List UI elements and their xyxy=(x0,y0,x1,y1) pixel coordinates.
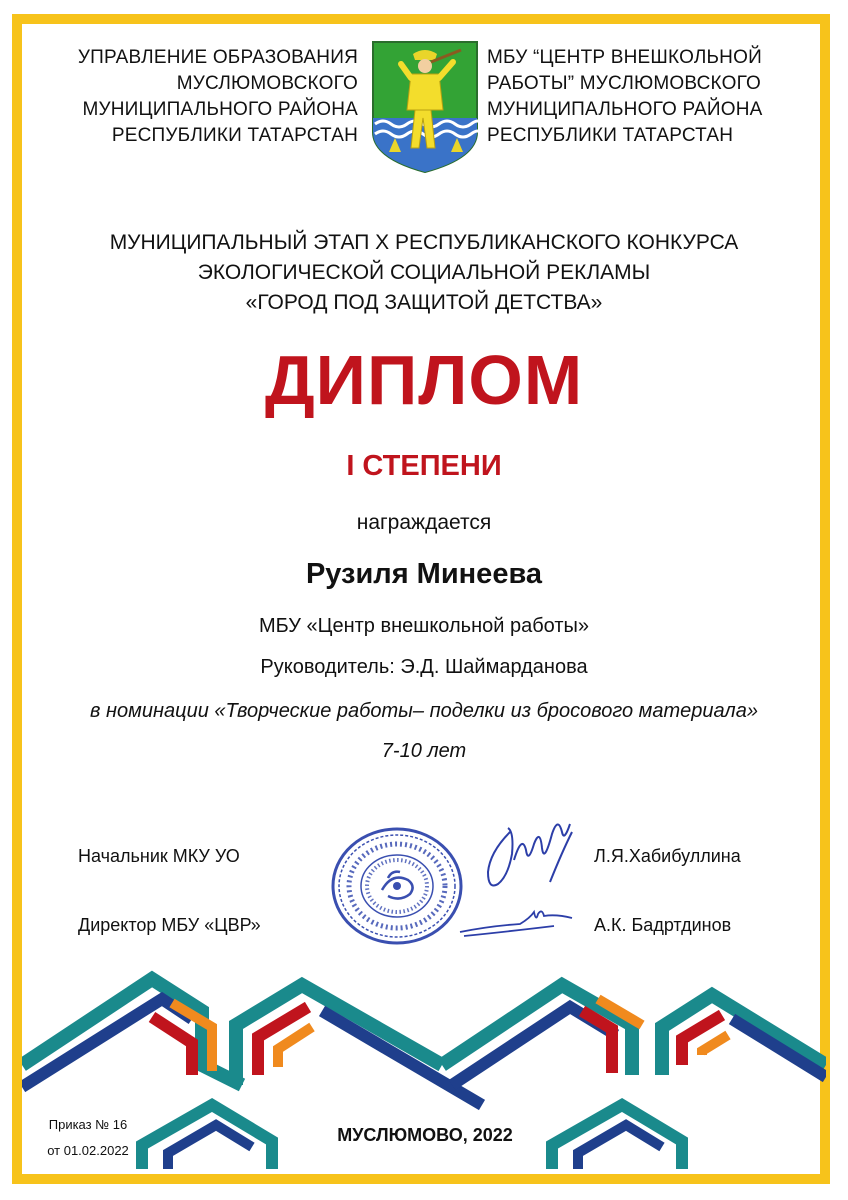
event-title xyxy=(0,228,848,318)
degree-heading: I СТЕПЕНИ xyxy=(346,450,502,482)
organization-name: МБУ «Центр внешкольной работы» xyxy=(258,615,590,637)
diploma-heading: ДИПЛОМ xyxy=(264,341,584,419)
second-signatory-name: А.К. Бадртдинов xyxy=(594,915,732,935)
official-stamp-seal xyxy=(330,826,464,946)
second-signature xyxy=(456,908,576,940)
event-title-line: ЭКОЛОГИЧЕСКОЙ СОЦИАЛЬНОЙ РЕКЛАМЫ xyxy=(197,261,651,284)
header-left-line: УПРАВЛЕНИЕ ОБРАЗОВАНИЯ xyxy=(77,47,358,68)
first-signature xyxy=(480,822,590,898)
footer-city-year: МУСЛЮМОВО, 2022 xyxy=(337,1125,513,1145)
event-title-line: МУНИЦИПАЛЬНЫЙ ЭТАП X РЕСПУБЛИКАНСКОГО КОНКУРСА xyxy=(109,231,739,254)
header-left-line: РЕСПУБЛИКИ ТАТАРСТАН xyxy=(111,125,358,146)
order-date: от 01.02.2022 xyxy=(47,1143,129,1158)
awarded-text: награждается xyxy=(356,511,492,534)
header-right-line: МБУ “ЦЕНТР ВНЕШКОЛЬНОЙ xyxy=(487,47,762,68)
event-title-line: «ГОРОД ПОД ЗАЩИТОЙ ДЕТСТВА» xyxy=(245,291,603,314)
first-signatory-name: Л.Я.Хабибуллина xyxy=(594,846,741,866)
header-left-line: МУСЛЮМОВСКОГО xyxy=(176,73,358,94)
header-left-line: МУНИЦИПАЛЬНОГО РАЙОНА xyxy=(82,99,358,120)
second-signatory-title: Директор МБУ «ЦВР» xyxy=(78,915,261,935)
recipient-name: Рузиля Минеева xyxy=(305,558,543,590)
header-right-line: РЕСПУБЛИКИ ТАТАРСТАН xyxy=(487,125,734,146)
age-group: 7-10 лет xyxy=(381,740,467,762)
leader-name: Руководитель: Э.Д. Шаймарданова xyxy=(260,656,588,678)
coat-of-arms-emblem xyxy=(371,40,479,174)
header-right-line: РАБОТЫ” МУСЛЮМОВСКОГО xyxy=(487,73,761,94)
header-left-organization xyxy=(40,45,358,149)
header-right-line: МУНИЦИПАЛЬНОГО РАЙОНА xyxy=(487,99,763,120)
nomination-text: в номинации «Творческие работы– поделки из бросового материала» xyxy=(90,700,758,722)
order-number: Приказ № 16 xyxy=(48,1117,128,1132)
header-right-organization xyxy=(487,45,807,149)
first-signatory-title: Начальник МКУ УО xyxy=(78,846,240,866)
